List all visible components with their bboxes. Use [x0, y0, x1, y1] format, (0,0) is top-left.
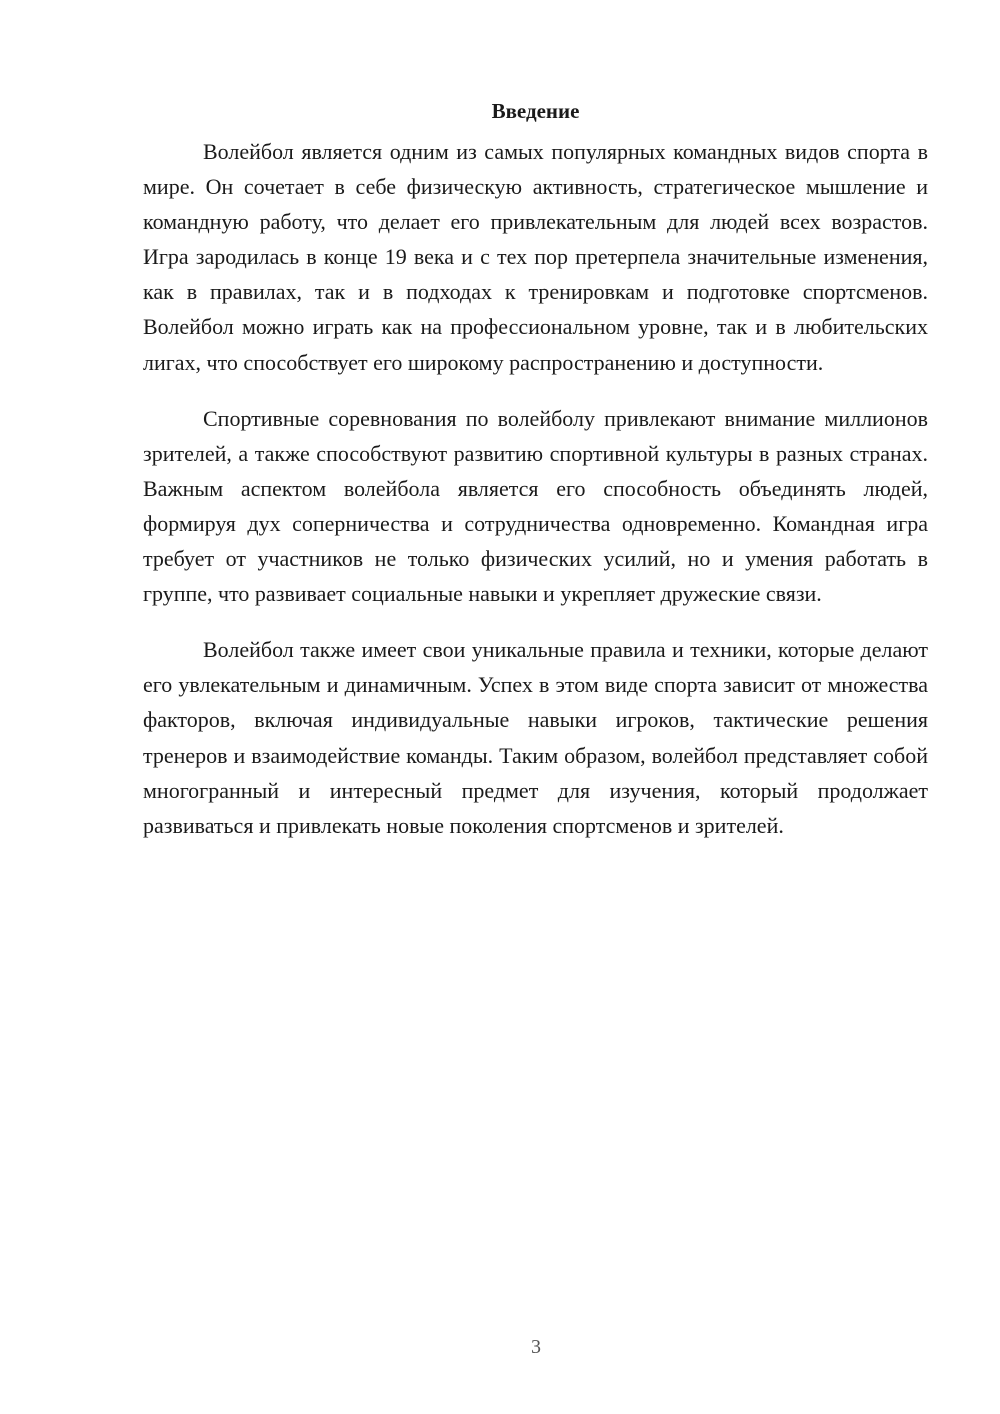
paragraph-1: Волейбол является одним из самых популярных командных видов спорта в мире. Он сочетает в себе физическую активность, стратегическое мышление и командную работу, что делает его привлекательным для людей всех возрастов. Игра зародилась в конце 19 века и с тех пор претерпела значительные изменения, как в правилах, так и в подходах к тренировкам и подготовке спортсменов. Волейбол можно играть как на профессиональном уровне, так и в любительских лигах, что способствует его широкому распространению и доступности. — [143, 139, 928, 375]
paragraph-2: Спортивные соревнования по волейболу привлекают внимание миллионов зрителей, а также способствуют развитию спортивной культуры в разных странах. Важным аспектом волейбола является его способность объединять людей, формируя дух соперничества и сотрудничества одновременно. Командная игра требует от участников не только физических усилий, но и умения работать в группе, что развивает социальные навыки и укрепляет дружеские связи. — [143, 405, 928, 607]
section-heading: Введение — [491, 99, 580, 123]
paragraph-3: Волейбол также имеет свои уникальные правила и техники, которые делают его увлекательным и динамичным. Успех в этом виде спорта зависит от множества факторов, включая индивидуальные навыки игроков, тактические решения тренеров и взаимодействие команды. Таким образом, волейбол представляет собой многогранный и интересный предмет для изучения, который продолжает развиваться и привлекать новые поколения спортсменов и зрителей. — [143, 637, 928, 838]
page-body — [143, 94, 928, 843]
page-number: 3 — [531, 1336, 541, 1358]
